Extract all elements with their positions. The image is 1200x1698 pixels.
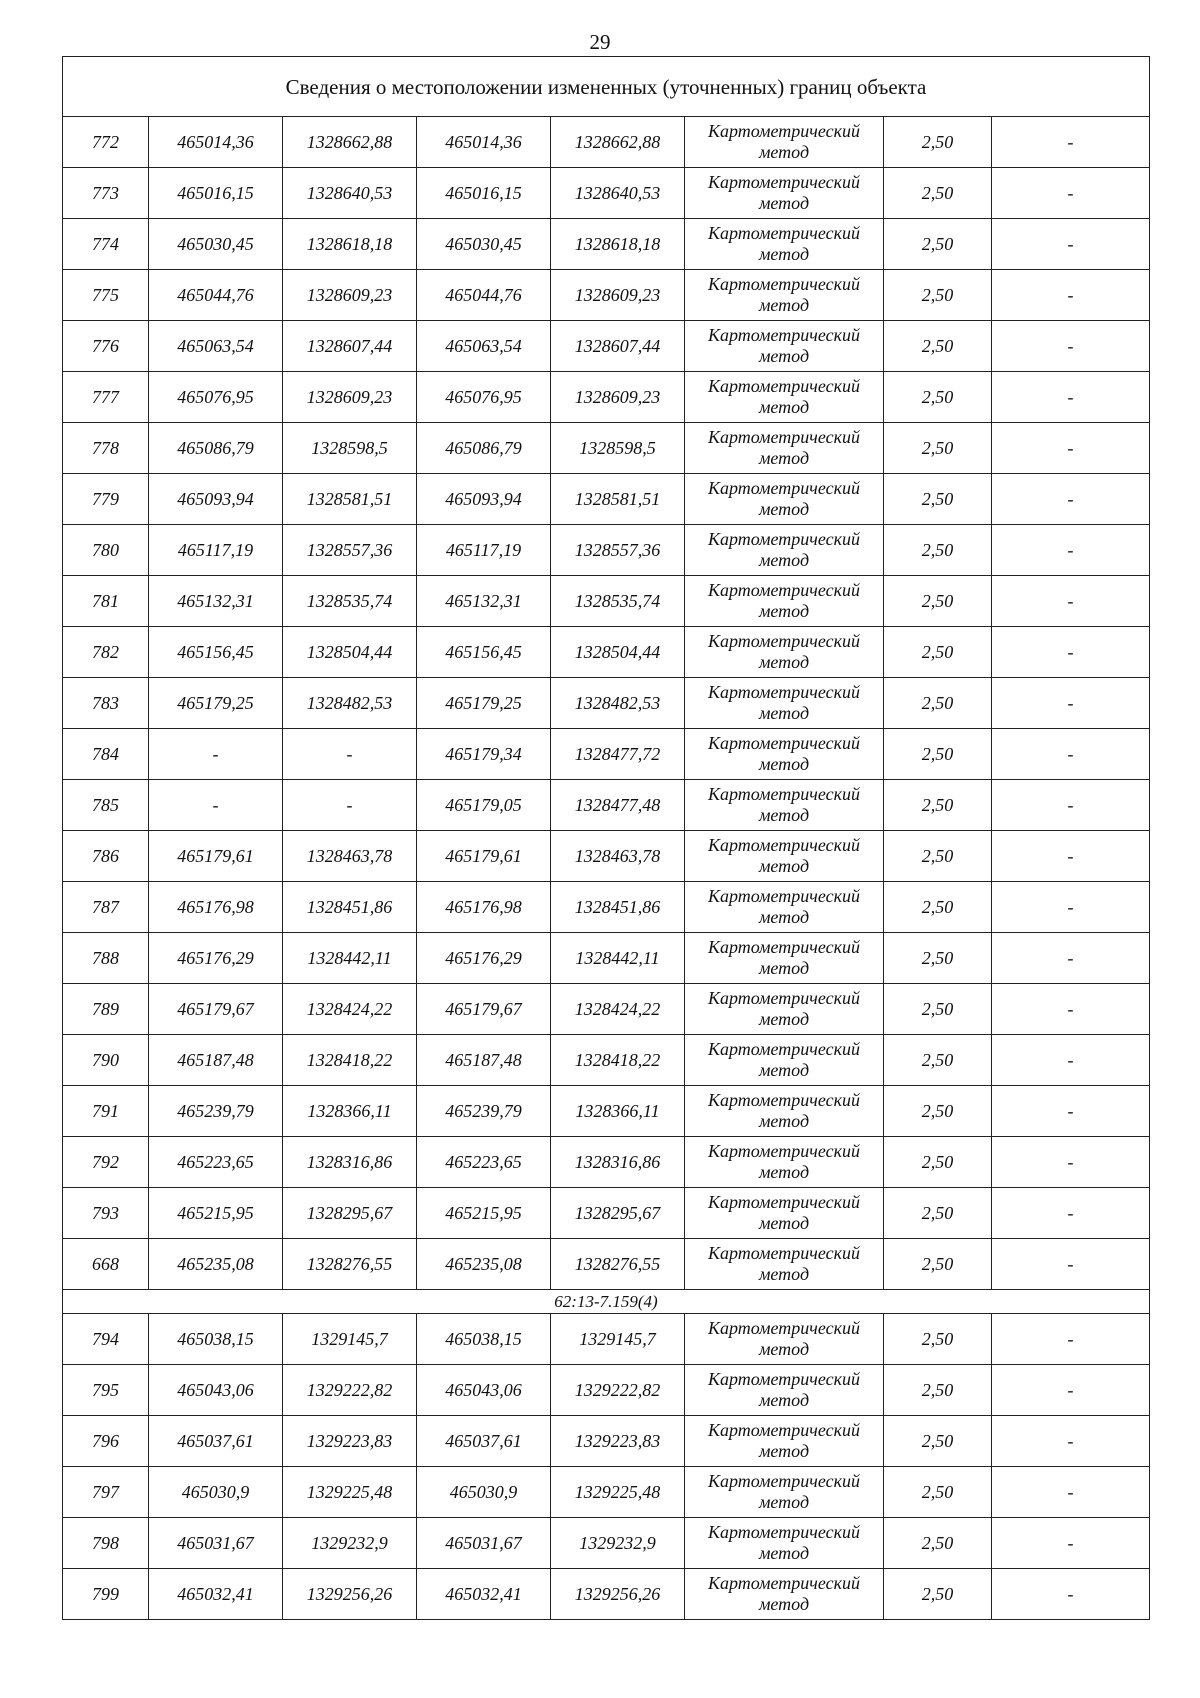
method-cell — [685, 1239, 884, 1290]
refined-y-cell: 1328504,44 — [551, 627, 685, 678]
accuracy-cell: 2,50 — [884, 1569, 992, 1620]
note-cell: - — [992, 831, 1150, 882]
existing-x-cell: 465076,95 — [149, 372, 283, 423]
accuracy-cell: 2,50 — [884, 1518, 992, 1569]
table-row — [63, 168, 1150, 219]
note-cell: - — [992, 780, 1150, 831]
accuracy-cell: 2,50 — [884, 1416, 992, 1467]
method-cell — [685, 474, 884, 525]
note-cell: - — [992, 627, 1150, 678]
point-number-cell: 776 — [63, 321, 149, 372]
boundary-coordinates-table — [62, 56, 1150, 1620]
method-label: Картометрический метод — [707, 427, 860, 468]
accuracy-cell: 2,50 — [884, 474, 992, 525]
refined-y-cell: 1329223,83 — [551, 1416, 685, 1467]
method-label: Картометрический метод — [707, 886, 860, 927]
method-cell — [685, 576, 884, 627]
refined-x-cell: 465132,31 — [417, 576, 551, 627]
method-label: Картометрический метод — [707, 223, 860, 264]
existing-y-cell: 1329256,26 — [283, 1569, 417, 1620]
table-row — [63, 627, 1150, 678]
existing-x-cell: 465037,61 — [149, 1416, 283, 1467]
refined-x-cell: 465032,41 — [417, 1569, 551, 1620]
accuracy-cell: 2,50 — [884, 423, 992, 474]
refined-x-cell: 465031,67 — [417, 1518, 551, 1569]
existing-x-cell: 465044,76 — [149, 270, 283, 321]
method-cell — [685, 729, 884, 780]
existing-y-cell: 1328424,22 — [283, 984, 417, 1035]
table-row — [63, 729, 1150, 780]
existing-x-cell: 465235,08 — [149, 1239, 283, 1290]
accuracy-cell: 2,50 — [884, 270, 992, 321]
point-number-cell: 780 — [63, 525, 149, 576]
table-row — [63, 1569, 1150, 1620]
note-cell: - — [992, 882, 1150, 933]
method-label: Картометрический метод — [707, 937, 860, 978]
accuracy-cell: 2,50 — [884, 933, 992, 984]
method-label: Картометрический метод — [707, 478, 860, 519]
point-number-cell: 772 — [63, 117, 149, 168]
refined-y-cell: 1328418,22 — [551, 1035, 685, 1086]
existing-x-cell: 465187,48 — [149, 1035, 283, 1086]
existing-y-cell: 1328618,18 — [283, 219, 417, 270]
method-cell — [685, 1518, 884, 1569]
refined-y-cell: 1328477,48 — [551, 780, 685, 831]
method-label: Картометрический метод — [707, 1090, 860, 1131]
existing-x-cell: 465016,15 — [149, 168, 283, 219]
section-title: 62:13-7.159(4) — [63, 1290, 1150, 1314]
point-number-cell: 792 — [63, 1137, 149, 1188]
table-row — [63, 576, 1150, 627]
refined-x-cell: 465030,45 — [417, 219, 551, 270]
table-row — [63, 1314, 1150, 1365]
refined-y-cell: 1328366,11 — [551, 1086, 685, 1137]
point-number-cell: 799 — [63, 1569, 149, 1620]
existing-y-cell: 1328366,11 — [283, 1086, 417, 1137]
refined-x-cell: 465086,79 — [417, 423, 551, 474]
point-number-cell: 784 — [63, 729, 149, 780]
method-label: Картометрический метод — [707, 1522, 860, 1563]
refined-x-cell: 465215,95 — [417, 1188, 551, 1239]
existing-x-cell: 465239,79 — [149, 1086, 283, 1137]
existing-y-cell: 1328598,5 — [283, 423, 417, 474]
refined-x-cell: 465179,25 — [417, 678, 551, 729]
existing-y-cell: 1329232,9 — [283, 1518, 417, 1569]
table-row — [63, 117, 1150, 168]
refined-x-cell: 465044,76 — [417, 270, 551, 321]
table-body — [63, 57, 1150, 1620]
note-cell: - — [992, 525, 1150, 576]
method-cell — [685, 1416, 884, 1467]
existing-x-cell: 465093,94 — [149, 474, 283, 525]
accuracy-cell: 2,50 — [884, 1467, 992, 1518]
point-number-cell: 788 — [63, 933, 149, 984]
method-cell — [685, 525, 884, 576]
existing-y-cell: 1328609,23 — [283, 270, 417, 321]
method-label: Картометрический метод — [707, 1573, 860, 1614]
method-label: Картометрический метод — [707, 172, 860, 213]
point-number-cell: 793 — [63, 1188, 149, 1239]
method-label: Картометрический метод — [707, 682, 860, 723]
point-number-cell: 789 — [63, 984, 149, 1035]
method-label: Картометрический метод — [707, 1420, 860, 1461]
refined-y-cell: 1329256,26 — [551, 1569, 685, 1620]
existing-x-cell: 465043,06 — [149, 1365, 283, 1416]
method-label: Картометрический метод — [707, 580, 860, 621]
existing-x-cell: 465030,9 — [149, 1467, 283, 1518]
accuracy-cell: 2,50 — [884, 1365, 992, 1416]
refined-x-cell: 465176,29 — [417, 933, 551, 984]
accuracy-cell: 2,50 — [884, 525, 992, 576]
note-cell: - — [992, 1416, 1150, 1467]
existing-x-cell: 465063,54 — [149, 321, 283, 372]
table-row — [63, 525, 1150, 576]
refined-y-cell: 1328463,78 — [551, 831, 685, 882]
method-cell — [685, 423, 884, 474]
method-cell — [685, 1188, 884, 1239]
method-cell — [685, 1467, 884, 1518]
note-cell: - — [992, 678, 1150, 729]
refined-x-cell: 465179,34 — [417, 729, 551, 780]
table-row — [63, 1239, 1150, 1290]
method-label: Картометрический метод — [707, 1141, 860, 1182]
refined-x-cell: 465063,54 — [417, 321, 551, 372]
method-label: Картометрический метод — [707, 121, 860, 162]
table-row — [63, 1137, 1150, 1188]
existing-x-cell: 465215,95 — [149, 1188, 283, 1239]
existing-y-cell: 1329225,48 — [283, 1467, 417, 1518]
table-row — [63, 984, 1150, 1035]
note-cell: - — [992, 1035, 1150, 1086]
refined-x-cell: 465038,15 — [417, 1314, 551, 1365]
point-number-cell: 773 — [63, 168, 149, 219]
method-cell — [685, 678, 884, 729]
method-label: Картометрический метод — [707, 376, 860, 417]
table-row — [63, 1188, 1150, 1239]
method-cell — [685, 270, 884, 321]
note-cell: - — [992, 219, 1150, 270]
point-number-cell: 794 — [63, 1314, 149, 1365]
existing-y-cell: 1328463,78 — [283, 831, 417, 882]
note-cell: - — [992, 1467, 1150, 1518]
accuracy-cell: 2,50 — [884, 1314, 992, 1365]
table-row — [63, 678, 1150, 729]
existing-y-cell: 1328418,22 — [283, 1035, 417, 1086]
existing-x-cell: - — [149, 729, 283, 780]
point-number-cell: 777 — [63, 372, 149, 423]
table-row — [63, 270, 1150, 321]
refined-x-cell: 465176,98 — [417, 882, 551, 933]
point-number-cell: 774 — [63, 219, 149, 270]
existing-x-cell: - — [149, 780, 283, 831]
refined-x-cell: 465117,19 — [417, 525, 551, 576]
point-number-cell: 791 — [63, 1086, 149, 1137]
refined-y-cell: 1328598,5 — [551, 423, 685, 474]
refined-y-cell: 1329225,48 — [551, 1467, 685, 1518]
existing-y-cell: 1328482,53 — [283, 678, 417, 729]
point-number-cell: 782 — [63, 627, 149, 678]
existing-x-cell: 465179,25 — [149, 678, 283, 729]
table-row — [63, 1365, 1150, 1416]
existing-y-cell: 1328316,86 — [283, 1137, 417, 1188]
refined-x-cell: 465014,36 — [417, 117, 551, 168]
accuracy-cell: 2,50 — [884, 780, 992, 831]
method-cell — [685, 1569, 884, 1620]
note-cell: - — [992, 1239, 1150, 1290]
accuracy-cell: 2,50 — [884, 168, 992, 219]
refined-x-cell: 465179,05 — [417, 780, 551, 831]
refined-x-cell: 465016,15 — [417, 168, 551, 219]
refined-y-cell: 1328424,22 — [551, 984, 685, 1035]
point-number-cell: 668 — [63, 1239, 149, 1290]
note-cell: - — [992, 1569, 1150, 1620]
existing-x-cell: 465031,67 — [149, 1518, 283, 1569]
note-cell: - — [992, 933, 1150, 984]
method-cell — [685, 1137, 884, 1188]
table-row — [63, 933, 1150, 984]
note-cell: - — [992, 729, 1150, 780]
point-number-cell: 798 — [63, 1518, 149, 1569]
table-title-row — [63, 57, 1150, 117]
existing-x-cell: 465030,45 — [149, 219, 283, 270]
existing-y-cell: 1328442,11 — [283, 933, 417, 984]
existing-x-cell: 465156,45 — [149, 627, 283, 678]
existing-x-cell: 465086,79 — [149, 423, 283, 474]
refined-x-cell: 465239,79 — [417, 1086, 551, 1137]
table-row — [63, 372, 1150, 423]
accuracy-cell: 2,50 — [884, 576, 992, 627]
existing-y-cell: 1329223,83 — [283, 1416, 417, 1467]
method-cell — [685, 1314, 884, 1365]
point-number-cell: 778 — [63, 423, 149, 474]
point-number-cell: 785 — [63, 780, 149, 831]
section-header-row — [63, 1290, 1150, 1314]
method-cell — [685, 321, 884, 372]
refined-y-cell: 1328451,86 — [551, 882, 685, 933]
refined-y-cell: 1329222,82 — [551, 1365, 685, 1416]
point-number-cell: 796 — [63, 1416, 149, 1467]
existing-y-cell: 1328276,55 — [283, 1239, 417, 1290]
existing-y-cell: 1328607,44 — [283, 321, 417, 372]
accuracy-cell: 2,50 — [884, 678, 992, 729]
existing-x-cell: 465176,98 — [149, 882, 283, 933]
method-cell — [685, 117, 884, 168]
note-cell: - — [992, 1518, 1150, 1569]
table-row — [63, 219, 1150, 270]
existing-y-cell: 1328662,88 — [283, 117, 417, 168]
table-row — [63, 780, 1150, 831]
refined-x-cell: 465156,45 — [417, 627, 551, 678]
accuracy-cell: 2,50 — [884, 1035, 992, 1086]
table-row — [63, 1416, 1150, 1467]
table-row — [63, 882, 1150, 933]
method-label: Картометрический метод — [707, 274, 860, 315]
method-cell — [685, 1035, 884, 1086]
accuracy-cell: 2,50 — [884, 882, 992, 933]
existing-y-cell: 1328535,74 — [283, 576, 417, 627]
refined-x-cell: 465030,9 — [417, 1467, 551, 1518]
table-row — [63, 474, 1150, 525]
method-label: Картометрический метод — [707, 529, 860, 570]
method-label: Картометрический метод — [707, 1471, 860, 1512]
refined-y-cell: 1328535,74 — [551, 576, 685, 627]
note-cell: - — [992, 168, 1150, 219]
existing-y-cell: 1328640,53 — [283, 168, 417, 219]
accuracy-cell: 2,50 — [884, 831, 992, 882]
note-cell: - — [992, 117, 1150, 168]
refined-y-cell: 1328442,11 — [551, 933, 685, 984]
refined-y-cell: 1328316,86 — [551, 1137, 685, 1188]
table-title: Сведения о местоположении измененных (уточненных) границ объекта — [63, 57, 1150, 117]
refined-x-cell: 465235,08 — [417, 1239, 551, 1290]
accuracy-cell: 2,50 — [884, 219, 992, 270]
accuracy-cell: 2,50 — [884, 729, 992, 780]
point-number-cell: 775 — [63, 270, 149, 321]
refined-x-cell: 465179,61 — [417, 831, 551, 882]
accuracy-cell: 2,50 — [884, 1137, 992, 1188]
table-row — [63, 1035, 1150, 1086]
point-number-cell: 795 — [63, 1365, 149, 1416]
existing-y-cell: 1328295,67 — [283, 1188, 417, 1239]
accuracy-cell: 2,50 — [884, 1086, 992, 1137]
method-label: Картометрический метод — [707, 1369, 860, 1410]
method-label: Картометрический метод — [707, 988, 860, 1029]
refined-y-cell: 1329145,7 — [551, 1314, 685, 1365]
accuracy-cell: 2,50 — [884, 1239, 992, 1290]
point-number-cell: 783 — [63, 678, 149, 729]
existing-x-cell: 465032,41 — [149, 1569, 283, 1620]
refined-x-cell: 465223,65 — [417, 1137, 551, 1188]
refined-y-cell: 1328640,53 — [551, 168, 685, 219]
point-number-cell: 790 — [63, 1035, 149, 1086]
existing-x-cell: 465223,65 — [149, 1137, 283, 1188]
method-label: Картометрический метод — [707, 1039, 860, 1080]
point-number-cell: 786 — [63, 831, 149, 882]
refined-y-cell: 1328295,67 — [551, 1188, 685, 1239]
note-cell: - — [992, 270, 1150, 321]
method-cell — [685, 780, 884, 831]
refined-x-cell: 465043,06 — [417, 1365, 551, 1416]
existing-x-cell: 465179,67 — [149, 984, 283, 1035]
method-label: Картометрический метод — [707, 733, 860, 774]
table-row — [63, 1467, 1150, 1518]
refined-y-cell: 1328482,53 — [551, 678, 685, 729]
refined-y-cell: 1328609,23 — [551, 372, 685, 423]
existing-y-cell: 1328581,51 — [283, 474, 417, 525]
existing-x-cell: 465132,31 — [149, 576, 283, 627]
method-cell — [685, 831, 884, 882]
point-number-cell: 779 — [63, 474, 149, 525]
method-label: Картометрический метод — [707, 1192, 860, 1233]
existing-y-cell: 1329222,82 — [283, 1365, 417, 1416]
point-number-cell: 787 — [63, 882, 149, 933]
refined-y-cell: 1328557,36 — [551, 525, 685, 576]
method-cell — [685, 1365, 884, 1416]
method-label: Картометрический метод — [707, 1243, 860, 1284]
accuracy-cell: 2,50 — [884, 321, 992, 372]
table-row — [63, 1086, 1150, 1137]
method-cell — [685, 219, 884, 270]
refined-y-cell: 1328276,55 — [551, 1239, 685, 1290]
refined-y-cell: 1328607,44 — [551, 321, 685, 372]
note-cell: - — [992, 321, 1150, 372]
refined-y-cell: 1328662,88 — [551, 117, 685, 168]
existing-y-cell: - — [283, 780, 417, 831]
point-number-cell: 781 — [63, 576, 149, 627]
page-number: 29 — [589, 30, 611, 54]
method-label: Картометрический метод — [707, 1318, 860, 1359]
existing-x-cell: 465117,19 — [149, 525, 283, 576]
method-cell — [685, 168, 884, 219]
note-cell: - — [992, 423, 1150, 474]
refined-x-cell: 465076,95 — [417, 372, 551, 423]
method-cell — [685, 984, 884, 1035]
method-label: Картометрический метод — [707, 325, 860, 366]
note-cell: - — [992, 474, 1150, 525]
existing-x-cell: 465176,29 — [149, 933, 283, 984]
existing-y-cell: 1328451,86 — [283, 882, 417, 933]
existing-y-cell: 1328609,23 — [283, 372, 417, 423]
refined-x-cell: 465187,48 — [417, 1035, 551, 1086]
method-cell — [685, 1086, 884, 1137]
refined-y-cell: 1329232,9 — [551, 1518, 685, 1569]
note-cell: - — [992, 372, 1150, 423]
method-label: Картометрический метод — [707, 784, 860, 825]
refined-y-cell: 1328618,18 — [551, 219, 685, 270]
method-cell — [685, 627, 884, 678]
refined-y-cell: 1328581,51 — [551, 474, 685, 525]
table-row — [63, 831, 1150, 882]
table-row — [63, 423, 1150, 474]
point-number-cell: 797 — [63, 1467, 149, 1518]
method-label: Картометрический метод — [707, 835, 860, 876]
existing-y-cell: 1328557,36 — [283, 525, 417, 576]
note-cell: - — [992, 1365, 1150, 1416]
existing-y-cell: 1329145,7 — [283, 1314, 417, 1365]
note-cell: - — [992, 576, 1150, 627]
refined-y-cell: 1328477,72 — [551, 729, 685, 780]
accuracy-cell: 2,50 — [884, 1188, 992, 1239]
table-row — [63, 1518, 1150, 1569]
refined-x-cell: 465037,61 — [417, 1416, 551, 1467]
refined-y-cell: 1328609,23 — [551, 270, 685, 321]
accuracy-cell: 2,50 — [884, 984, 992, 1035]
method-cell — [685, 933, 884, 984]
accuracy-cell: 2,50 — [884, 627, 992, 678]
existing-x-cell: 465038,15 — [149, 1314, 283, 1365]
accuracy-cell: 2,50 — [884, 372, 992, 423]
existing-y-cell: 1328504,44 — [283, 627, 417, 678]
accuracy-cell: 2,50 — [884, 117, 992, 168]
note-cell: - — [992, 1137, 1150, 1188]
refined-x-cell: 465093,94 — [417, 474, 551, 525]
existing-x-cell: 465014,36 — [149, 117, 283, 168]
method-cell — [685, 882, 884, 933]
existing-y-cell: - — [283, 729, 417, 780]
note-cell: - — [992, 1314, 1150, 1365]
note-cell: - — [992, 1188, 1150, 1239]
refined-x-cell: 465179,67 — [417, 984, 551, 1035]
method-label: Картометрический метод — [707, 631, 860, 672]
method-cell — [685, 372, 884, 423]
existing-x-cell: 465179,61 — [149, 831, 283, 882]
table-row — [63, 321, 1150, 372]
note-cell: - — [992, 1086, 1150, 1137]
note-cell: - — [992, 984, 1150, 1035]
